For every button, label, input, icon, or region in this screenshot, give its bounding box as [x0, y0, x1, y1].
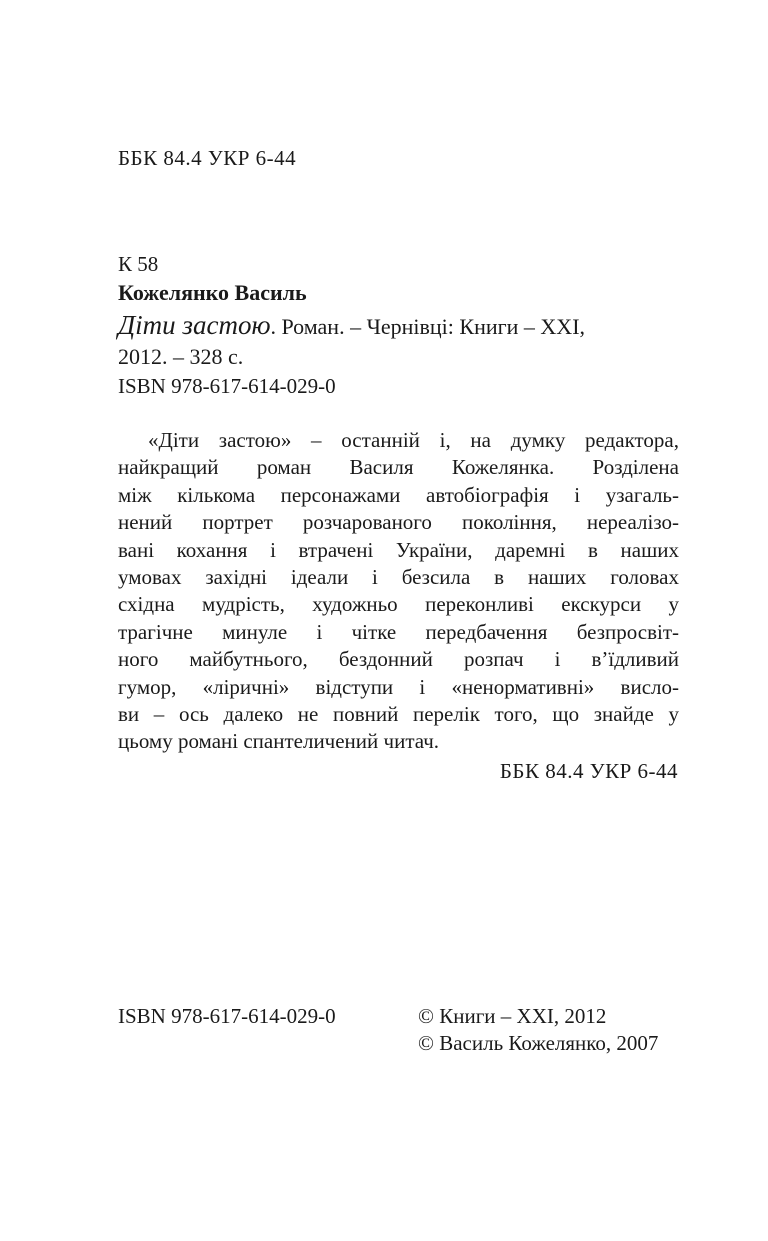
abstract-line: трагічне минуле і чітке передбачення безпросвіт- [118, 619, 679, 644]
abstract-line: цьому романі спантеличений читач. [118, 729, 440, 754]
abstract-line: східна мудрість, художньо переконливі екскурси у [118, 592, 679, 617]
abstract-line: умовах західні ідеали і безсила в наших головах [118, 564, 679, 589]
abstract-line: між кількома персонажами автобіографія і узагаль- [118, 482, 679, 507]
isbn-bottom: ISBN 978-617-614-029-0 [118, 1004, 336, 1028]
bbk-classification-bottom: ББК 84.4 УКР 6-44 [499, 759, 678, 783]
copyright-author: © Василь Кожелянко, 2007 [418, 1031, 659, 1055]
abstract-line: «Діти застою» – останній і, на думку редактора, [148, 428, 679, 452]
author-name: Кожелянко Василь [118, 280, 307, 305]
abstract-line: найкращий роман Василя Кожелянка. Розділена [118, 455, 679, 480]
catalog-code: К 58 [118, 252, 159, 276]
abstract-line: вані кохання і втрачені України, даремні в наших [118, 537, 679, 562]
abstract-line: ви – ось далеко не повний перелік того, що знайде у [118, 701, 679, 726]
year-pages: 2012. – 328 с. [118, 344, 244, 369]
title-line [118, 312, 585, 340]
isbn-top: ISBN 978-617-614-029-0 [118, 374, 336, 398]
bbk-classification-top: ББК 84.4 УКР 6-44 [118, 146, 297, 170]
book-abstract [118, 427, 679, 756]
copyright-publisher: © Книги – XXI, 2012 [418, 1004, 607, 1028]
title-publication-info: . Роман. – Чернівці: Книги – XXI, [270, 314, 586, 339]
book-title: Діти застою [118, 310, 271, 340]
abstract-line: ного майбутнього, бездонний розпач і в’їдливий [118, 647, 679, 672]
copyright-block [418, 1003, 658, 1057]
abstract-line: нений портрет розчарованого покоління, нереалізо- [118, 510, 679, 535]
abstract-line: гумор, «ліричні» відступи і «ненормативні» вислo- [118, 674, 679, 699]
